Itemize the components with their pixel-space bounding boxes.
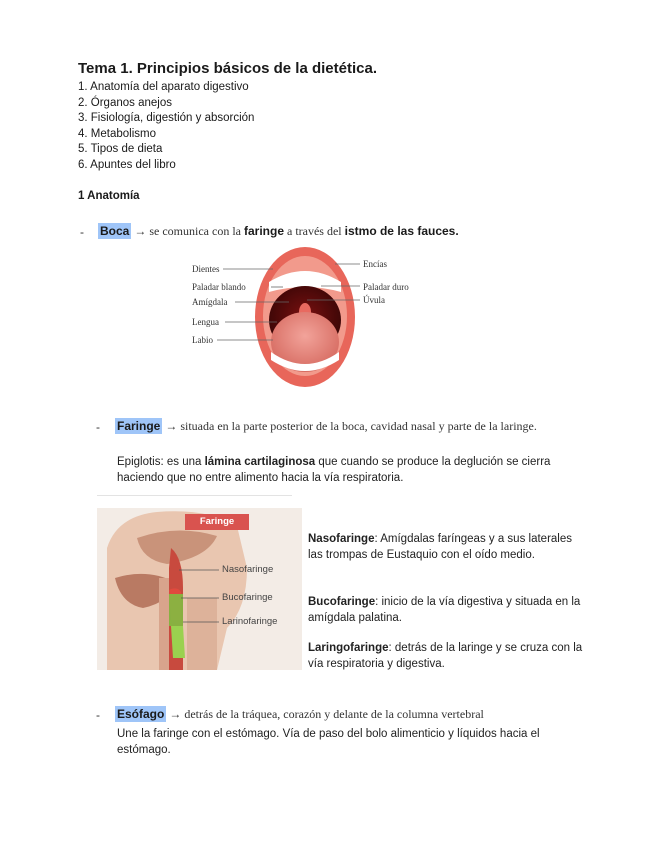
- boca-faringe: faringe: [243, 224, 284, 238]
- label-encias: Encías: [363, 259, 387, 269]
- boca-istmo: istmo de las fauces.: [344, 224, 459, 238]
- faringe-term: Faringe: [117, 419, 161, 433]
- label-paladar-blando: Paladar blando: [192, 282, 246, 292]
- esofago-description: Une la faringe con el estómago. Vía de paso del bolo alimenticio y líquidos hacia el estómago.: [117, 728, 540, 756]
- bucofaringe-description: [308, 595, 583, 626]
- boca-text: → se comunica con la: [131, 224, 244, 238]
- label-bucofaringe: Bucofaringe: [222, 592, 273, 603]
- boca-line: [98, 224, 459, 239]
- epiglotis-post: que cuando se produce la deglución se cierra haciendo que no entre alimento hacia la vía respiratoria.: [117, 456, 551, 484]
- toc-item: 5. Tipos de dieta: [78, 143, 163, 156]
- laringofaringe-term: Laringofaringe: [308, 642, 389, 654]
- bullet-dash: -: [80, 225, 84, 239]
- page-title: Tema 1. Principios básicos de la dietética.: [78, 60, 378, 77]
- bullet-dash: -: [96, 708, 100, 722]
- label-dientes: Dientes: [192, 264, 220, 274]
- nasofaringe-description: [308, 532, 583, 563]
- epiglotis-pre: Epiglotis: es una: [117, 456, 205, 468]
- label-amigdala: Amígdala: [192, 297, 228, 307]
- faringe-badge-label: Faringe: [199, 516, 235, 527]
- boca-term: Boca: [100, 224, 130, 238]
- toc-item: 6. Apuntes del libro: [78, 158, 176, 171]
- esofago-text: → detrás de la tráquea, corazón y delante de la columna vertebral: [166, 707, 484, 721]
- toc-item: 1. Anatomía del aparato digestivo: [78, 81, 249, 93]
- nasofaringe-term: Nasofaringe: [308, 533, 375, 545]
- laringofaringe-text: : detrás de la laringe y se cruza con la vía respiratoria y digestiva.: [308, 642, 583, 670]
- toc-item: 3. Fisiología, digestión y absorción: [78, 112, 255, 125]
- nasofaringe-text: : Amígdalas faríngeas y a sus laterales las trompas de Eustaquio con el oído medio.: [308, 533, 572, 561]
- bullet-dash: -: [96, 420, 100, 434]
- toc-item: 4. Metabolismo: [78, 127, 156, 140]
- epiglotis-bold: lámina cartilaginosa: [204, 456, 316, 468]
- section-heading: 1 Anatomía: [78, 190, 140, 202]
- esofago-line: [115, 707, 484, 722]
- divider: [97, 495, 292, 496]
- bucofaringe-text: : inicio de la vía digestiva y situada en la amígdala palatina.: [308, 596, 581, 624]
- label-labio: Labio: [192, 335, 213, 345]
- table-of-contents: [78, 80, 254, 174]
- label-uvula: Úvula: [363, 295, 385, 305]
- toc-item: 2. Órganos anejos: [78, 96, 172, 109]
- faringe-text: → situada en la parte posterior de la boca, cavidad nasal y parte de la laringe.: [162, 419, 537, 433]
- boca-text-mid: a través del: [284, 224, 345, 238]
- label-paladar-duro: Paladar duro: [363, 282, 409, 292]
- faringe-line: [115, 419, 537, 434]
- esofago-term: Esófago: [117, 707, 165, 721]
- label-nasofaringe: Nasofaringe: [222, 564, 274, 575]
- epiglotis-paragraph: [117, 455, 577, 486]
- label-lengua: Lengua: [192, 317, 219, 327]
- label-larinofaringe: Larinofaringe: [222, 616, 278, 627]
- pharynx-diagram: [97, 508, 302, 670]
- bucofaringe-term: Bucofaringe: [308, 596, 376, 608]
- mouth-illustration: [255, 247, 355, 387]
- laringofaringe-description: [308, 641, 583, 672]
